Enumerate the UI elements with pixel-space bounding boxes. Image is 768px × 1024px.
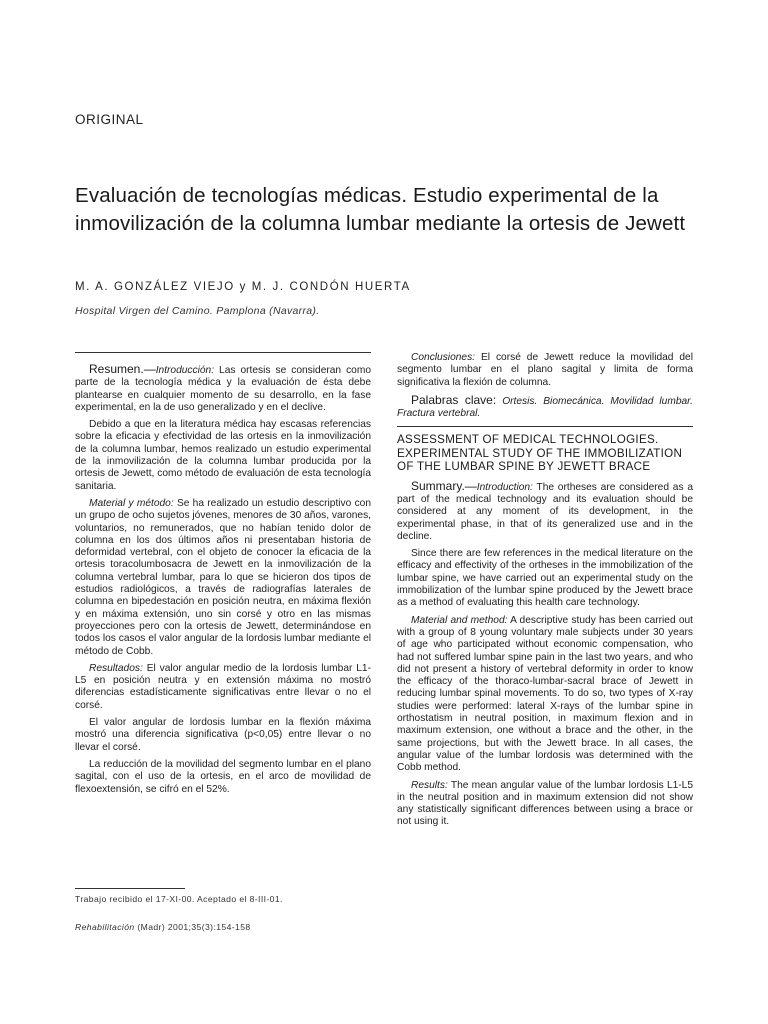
summary-results-label: Results: (411, 779, 448, 791)
summary-method-label: Material and method: (411, 614, 508, 626)
section-label: ORIGINAL (75, 112, 144, 127)
journal-citation (75, 922, 251, 932)
keywords (397, 394, 693, 421)
keywords-list: Ortesis. Biomecánica. Movilidad lumbar. Fractura vertebral. (397, 395, 693, 420)
abstract-continued (397, 352, 693, 834)
summary-paragraph: Since there are few references in the medical literature on the efficacy and effectivity of the ortheses in the immobilization of the lumbar spine, we have carried out an experimental study on the immobilization of the lumbar spine produced by the Jewett brace as a method of evaluating this health care technology. (397, 548, 693, 609)
summary-intro-label: Introduction: (476, 481, 533, 493)
footnote-divider (75, 888, 185, 889)
conclusions-label: Conclusiones: (411, 352, 475, 363)
summary-lead: Summary.— (411, 478, 477, 493)
abstract-results: Resultados: El valor angular medio de la lordosis lumbar L1-L5 en posición neutra y en extensión máxima no mostró diferencias estadísticamente significativas entre llevar o no el corsé. (75, 662, 371, 711)
english-title: ASSESSMENT OF MEDICAL TECHNOLOGIES. EXPERIMENTAL STUDY OF THE IMMOBILIZATION OF THE LUMBAR SPINE BY JEWETT BRACE (397, 426, 693, 473)
affiliation: Hospital Virgen del Camino. Pamplona (Navarra). (75, 305, 320, 317)
method-label: Material y método: (89, 497, 174, 509)
results-label: Resultados: (89, 662, 143, 674)
intro-label: Introducción: (155, 365, 215, 376)
authors: M. A. GONZÁLEZ VIEJO y M. J. CONDÓN HUERTA (75, 281, 411, 293)
footnote-received: Trabajo recibido el 17-XI-00. Aceptado el 8-III-01. (75, 894, 283, 904)
abstract-paragraph: El valor angular de lordosis lumbar en la flexión máxima mostró una diferencia significativa (p<0,05) entre llevar o no llevar el corsé. (75, 717, 371, 753)
summary-method: Material and method: A descriptive study has been carried out with a group of 8 young voluntary male subjects under 30 years of age who participated without economic compensation, who had not suffered lumbar spine pain in the last two years, and who did not present a history of vertebral deformity in order to know the efficacy of the thoraco-lumbar-sacral brace of Jewett in reducing lumbar spinal movements. To do so, two types of X-ray studies were performed: lateral X-rays of the lumbar spine in orthostatism in neutral position, in maximum flexion and in maximum extension, one without a brace and the other, in the same projections, but with the Jewett brace. In all cases, the angular value of the lumbar lordosis was determined with the Cobb method. (397, 614, 693, 774)
abstract-intro: Resumen.—Introducción: Las ortesis se consideran como parte de la tecnología médica y la evaluación de ésta debe plantearse en cualquier momento de su desarrollo, en la fase experimental, en la de uso generalizado y en el declive. (75, 362, 371, 413)
summary-results: Results: The mean angular value of the lumbar lordosis L1-L5 in the neutral position and in maximum extension did not show any statistically significant differences between using a brace or not using it. (397, 779, 693, 828)
abstract-paragraph: La reducción de la movilidad del segmento lumbar en el plano sagital, con el uso de la ortesis, en el arco de movilidad de flexoextensión, se cifró en el 52%. (75, 758, 371, 795)
article-title: Evaluación de tecnologías médicas. Estudio experimental de la inmovilización de la columna lumbar mediante la ortesis de Jewett (75, 184, 686, 235)
abstract-paragraph: Debido a que en la literatura médica hay escasas referencias sobre la eficacia y efectividad de las ortesis en la inmovilización de la columna lumbar, hemos realizado un estudio experimental de la inmovilización de la columna lumbar producida por la ortesis de Jewett, como método de evaluación de esta tecnología sanitaria. (75, 419, 371, 492)
abstract-conclusions: Conclusiones: El corsé de Jewett reduce la movilidad del segmento lumbar en el plano sagital y limita de forma significativa la flexión de columna. (397, 352, 693, 388)
keywords-label: Palabras clave: (411, 392, 497, 407)
journal-name: Rehabilitación (75, 922, 135, 932)
summary-intro: Summary.—Introduction: The ortheses are considered as a part of the medical technology and its evaluation should be considered at any moment of its development, in the experimental phase, in that of its generalized use and in the decline. (397, 478, 693, 542)
abstract-method: Material y método: Se ha realizado un estudio descriptivo con un grupo de ocho sujetos jóvenes, menores de 30 años, varones, voluntarios, no remunerados, que no habían tenido dolor de columna en los dos últimos años ni presentaban historia de deformidad vertebral, con el objeto de conocer la eficacia de la ortesis toracolumbosacra de Jewett en la inmovilización de la columna vertebral lumbar, para lo que se hicieron dos tipos de estudios radiológicos, a través de radiografías laterales de columna en bipedestación en posición neutra, en máxima flexión y en máxima extensión, uno sin corsé y otro en las mismas proyecciones pero con la ortesis de Jewett, determinándose en todos los casos el valor angular de la lordosis lumbar mediante el método de Cobb. (75, 497, 371, 657)
abstract-spanish (75, 352, 371, 801)
abstract-lead: Resumen.— (89, 362, 156, 376)
citation-details: (Madr) 2001;35(3):154-158 (134, 922, 251, 932)
